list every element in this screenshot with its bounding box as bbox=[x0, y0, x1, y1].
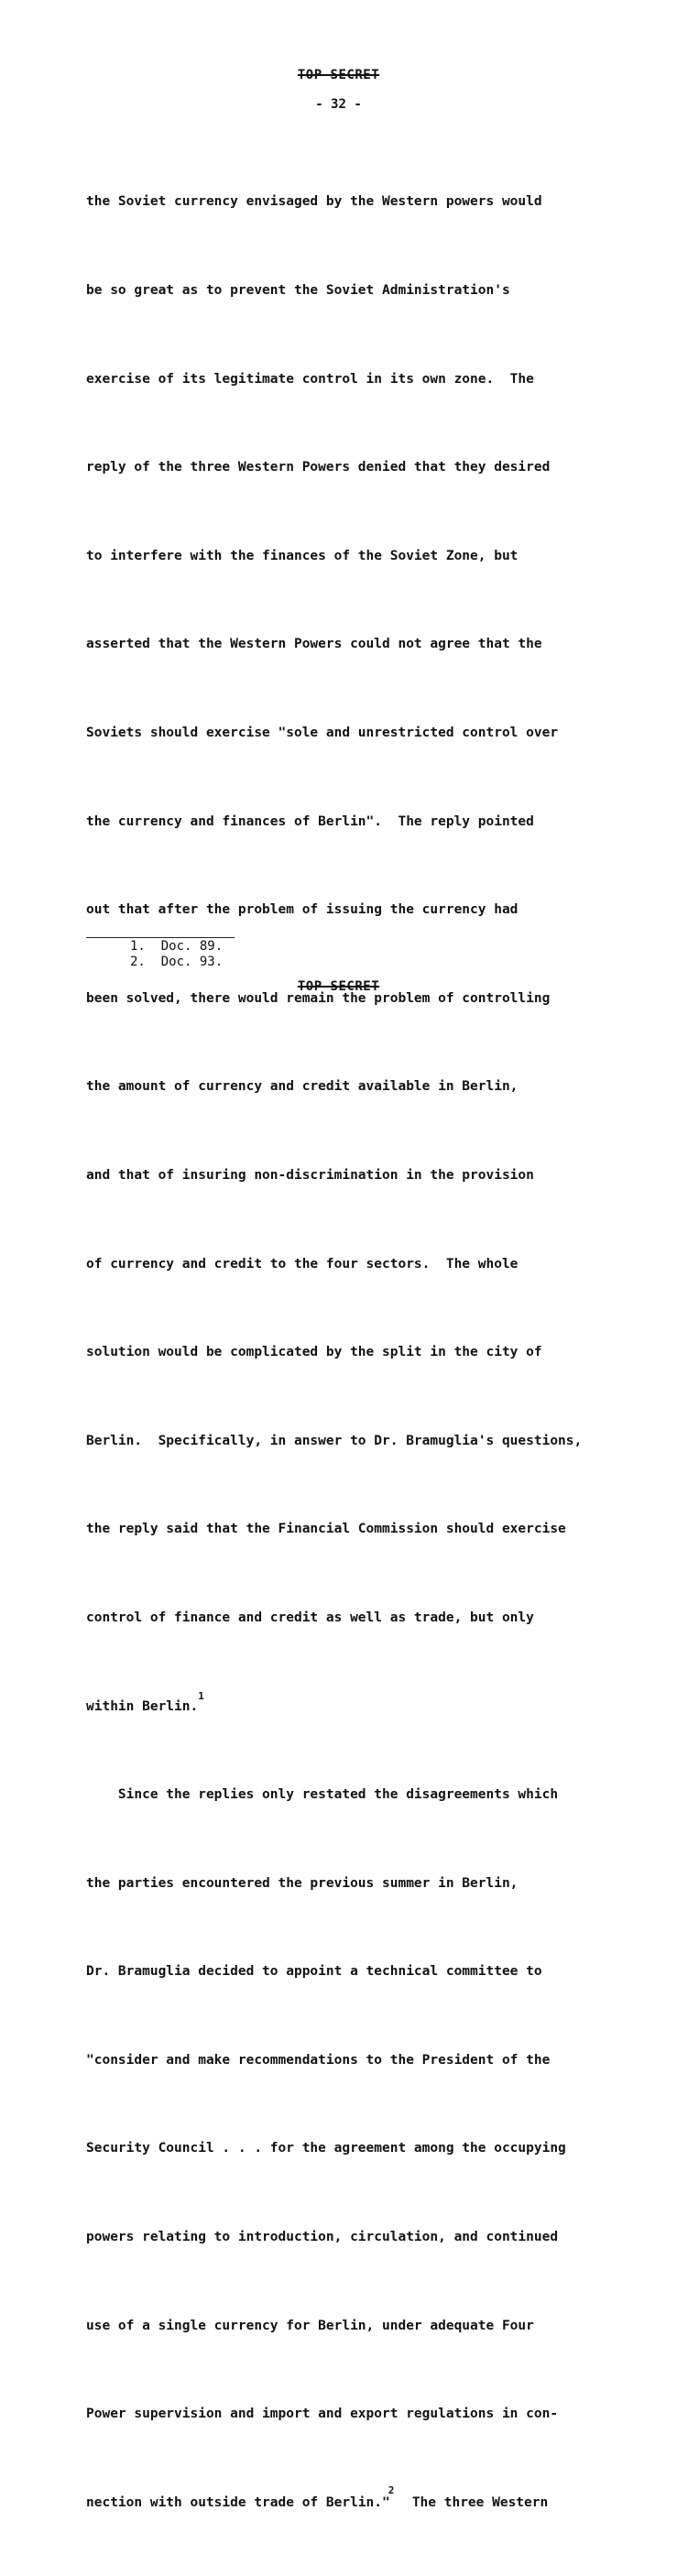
footnote-item: 2. Doc. 93. bbox=[130, 955, 224, 969]
text-segment: within Berlin. bbox=[86, 1698, 199, 1714]
footnote-item: 1. Doc. 89. bbox=[130, 939, 224, 954]
text-line: the currency and finances of Berlin". The reply pointed bbox=[86, 813, 534, 829]
text-line: the parties encountered the previous summer in Berlin, bbox=[86, 1875, 519, 1891]
text-line: Berlin. Specifically, in answer to Dr. Bramuglia's questions, bbox=[86, 1433, 583, 1448]
text-line: the reply said that the Financial Commission should exercise bbox=[86, 1522, 566, 1537]
text-line: been solved, there would remain the problem of controlling bbox=[86, 990, 551, 1006]
text-line: powers relating to introduction, circulation, and continued bbox=[86, 2230, 559, 2245]
text-line: "consider and make recommendations to the President of the bbox=[86, 2052, 551, 2068]
text-segment: nection with outside trade of Berlin." bbox=[86, 2494, 390, 2510]
text-line: control of finance and credit as well as trade, but only bbox=[86, 1610, 534, 1625]
text-line-with-footnote bbox=[86, 1689, 636, 1721]
text-line-with-footnote bbox=[86, 2483, 636, 2517]
header-classification-mark: TOP SECRET bbox=[297, 68, 380, 82]
text-line: exercise of its legitimate control in its own zone. The bbox=[86, 371, 534, 387]
text-line: asserted that the Western Powers could not agree that the bbox=[86, 637, 542, 652]
text-line: of currency and credit to the four sectors. The whole bbox=[86, 1256, 519, 1272]
text-line: out that after the problem of issuing the currency had bbox=[86, 902, 519, 918]
footnote-ref-1: 1 bbox=[198, 1689, 204, 1702]
text-line: the amount of currency and credit available in Berlin, bbox=[86, 1079, 519, 1095]
footnote-divider bbox=[86, 937, 235, 938]
text-line: and that of insuring non-discrimination in the provision bbox=[86, 1167, 534, 1183]
text-line: Dr. Bramuglia decided to appoint a technical committee to bbox=[86, 1964, 542, 1980]
paragraph-first-line: Since the replies only restated the disagreements which bbox=[86, 1787, 559, 1803]
text-line: reply of the three Western Powers denied that they desired bbox=[86, 460, 551, 475]
text-line: to interfere with the finances of the Soviet Zone, but bbox=[86, 548, 519, 563]
text-line: Soviets should exercise "sole and unrestricted control over bbox=[86, 725, 559, 740]
text-segment: The three Western bbox=[396, 2494, 549, 2510]
text-line: be so great as to prevent the Soviet Administration's bbox=[86, 283, 510, 298]
text-line: Security Council . . . for the agreement among the occupying bbox=[86, 2141, 566, 2156]
footnote-ref-2: 2 bbox=[388, 2483, 395, 2496]
footnotes bbox=[130, 939, 223, 970]
text-line: Power supervision and import and export regulations in con- bbox=[86, 2407, 559, 2422]
text-line: solution would be complicated by the split in the city of bbox=[86, 1345, 542, 1360]
text-line: the Soviet currency envisaged by the Western powers would bbox=[86, 194, 542, 210]
footer-classification-mark: TOP SECRET bbox=[297, 979, 380, 994]
body-text bbox=[86, 128, 636, 2576]
text-line: use of a single currency for Berlin, under adequate Four bbox=[86, 2318, 534, 2333]
page-number: - 32 - bbox=[315, 97, 362, 112]
